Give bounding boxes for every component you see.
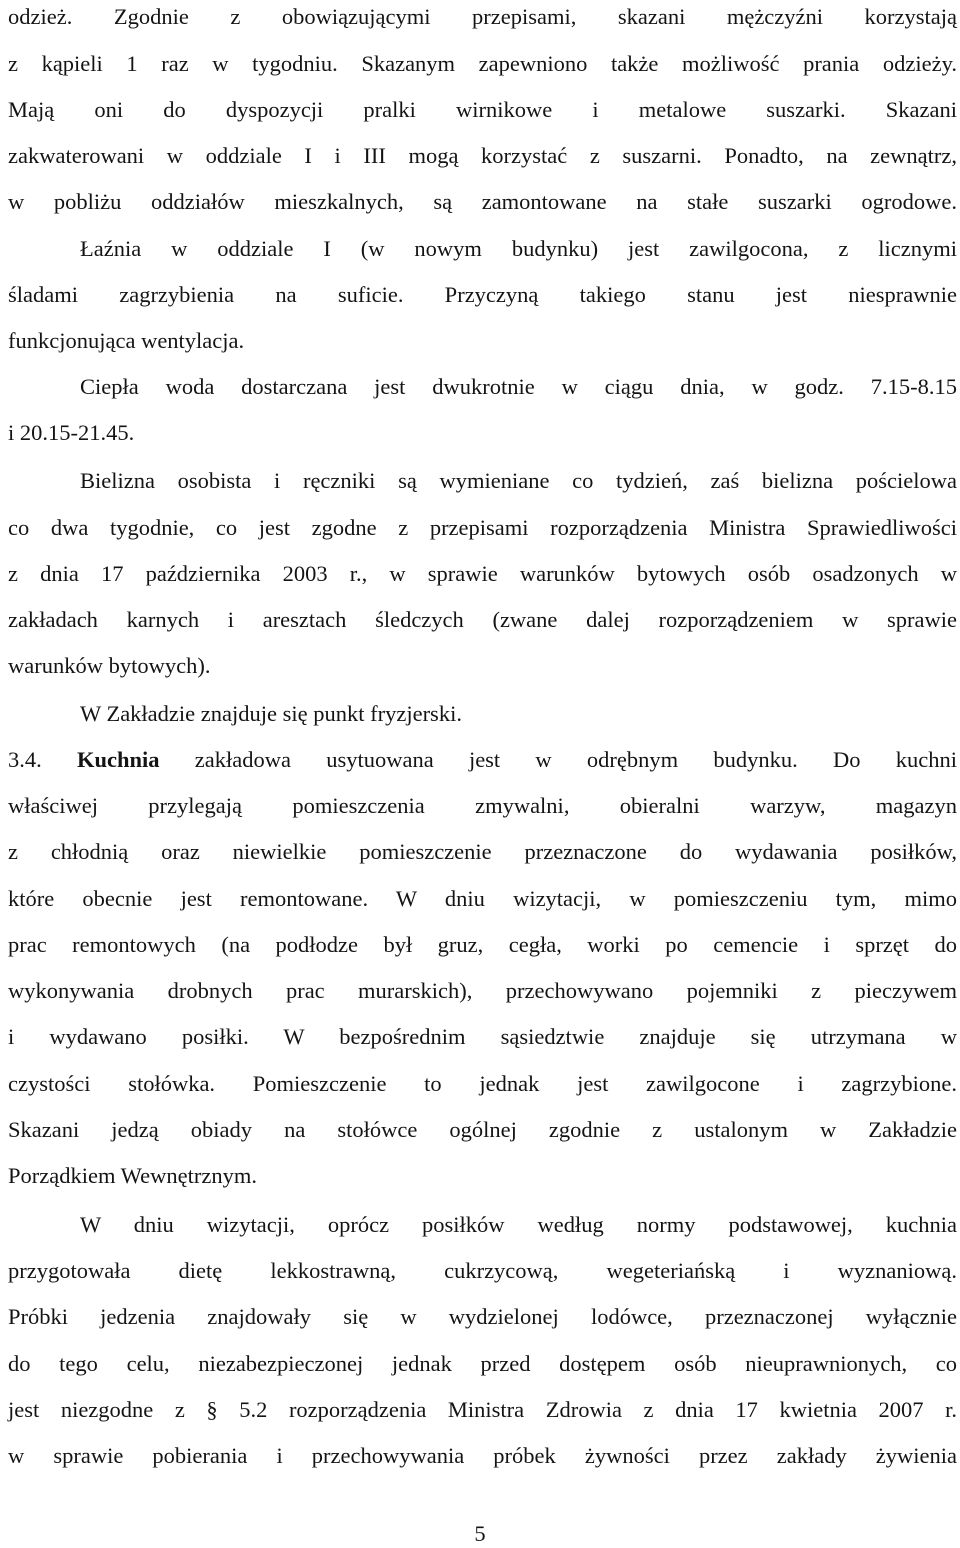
text-line: które obecnie jest remontowane. W dniu wizytacji, w pomieszczeniu tym, mimo: [8, 886, 957, 911]
text-line: i 20.15-21.45.: [8, 420, 135, 445]
text-line: warunków bytowych).: [8, 653, 211, 678]
text-line: Porządkiem Wewnętrznym.: [8, 1163, 257, 1188]
text-line: i wydawano posiłki. W bezpośrednim sąsiedztwie znajduje się utrzymana w: [8, 1024, 957, 1049]
text-line: Ciepła woda dostarczana jest dwukrotnie w ciągu dnia, w godz. 7.15-8.15: [80, 374, 957, 399]
text-line: prac remontowych (na podłodze był gruz, cegła, worki po cemencie i sprzęt do: [8, 932, 957, 957]
section-number: 3.4.: [8, 747, 77, 772]
text-line: przygotowała dietę lekkostrawną, cukrzycową, wegeteriańską i wyznaniową.: [8, 1258, 957, 1283]
section-title-bold: Kuchnia: [77, 747, 160, 772]
text-line: Próbki jedzenia znajdowały się w wydzielonej lodówce, przeznaczonej wyłącznie: [8, 1304, 957, 1329]
text-line: co dwa tygodnie, co jest zgodne z przepisami rozporządzenia Ministra Sprawiedliwości: [8, 515, 957, 540]
text-line: zakwaterowani w oddziale I i III mogą korzystać z suszarni. Ponadto, na zewnątrz,: [8, 143, 957, 168]
text-line: jest niezgodne z § 5.2 rozporządzenia Ministra Zdrowia z dnia 17 kwietnia 2007 r.: [8, 1397, 957, 1422]
text-line: W dniu wizytacji, oprócz posiłków według normy podstawowej, kuchnia: [80, 1212, 957, 1237]
page-number: 5: [474, 1521, 486, 1546]
text-line: z dnia 17 października 2003 r., w sprawie warunków bytowych osób osadzonych w: [8, 561, 957, 586]
text-line: z kąpieli 1 raz w tygodniu. Skazanym zapewniono także możliwość prania odzieży.: [8, 51, 957, 76]
text-line: wykonywania drobnych prac murarskich), przechowywano pojemniki z pieczywem: [8, 978, 957, 1003]
text-line: w pobliżu oddziałów mieszkalnych, są zamontowane na stałe suszarki ogrodowe.: [8, 189, 957, 214]
text-line: do tego celu, niezabezpieczonej jednak przed dostępem osób nieuprawnionych, co: [8, 1351, 957, 1376]
text-line: w sprawie pobierania i przechowywania próbek żywności przez zakłady żywienia: [8, 1443, 957, 1468]
text-line: odzież. Zgodnie z obowiązującymi przepisami, skazani mężczyźni korzystają: [8, 4, 957, 29]
text-line: funkcjonująca wentylacja.: [8, 328, 245, 353]
text-line: zakładach karnych i aresztach śledczych (zwane dalej rozporządzeniem w sprawie: [8, 607, 957, 632]
text-line: Mają oni do dyspozycji pralki wirnikowe i metalowe suszarki. Skazani: [8, 97, 957, 122]
text-line: czystości stołówka. Pomieszczenie to jednak jest zawilgocone i zagrzybione.: [8, 1071, 957, 1096]
text-line: właściwej przylegają pomieszczenia zmywalni, obieralni warzyw, magazyn: [8, 793, 957, 818]
section-heading-line: [8, 746, 957, 774]
text-line: z chłodnią oraz niewielkie pomieszczenie przeznaczone do wydawania posiłków,: [8, 839, 957, 864]
text-line: Bielizna osobista i ręczniki są wymieniane co tydzień, zaś bielizna pościelowa: [80, 468, 957, 493]
text-line: śladami zagrzybienia na suficie. Przyczyną takiego stanu jest niesprawnie: [8, 282, 957, 307]
text-line: W Zakładzie znajduje się punkt fryzjerski.: [80, 701, 462, 726]
text-line: Łaźnia w oddziale I (w nowym budynku) jest zawilgocona, z licznymi: [80, 236, 957, 261]
section-text: zakładowa usytuowana jest w odrębnym budynku. Do kuchni: [159, 747, 958, 772]
text-line: Skazani jedzą obiady na stołówce ogólnej zgodnie z ustalonym w Zakładzie: [8, 1117, 957, 1142]
